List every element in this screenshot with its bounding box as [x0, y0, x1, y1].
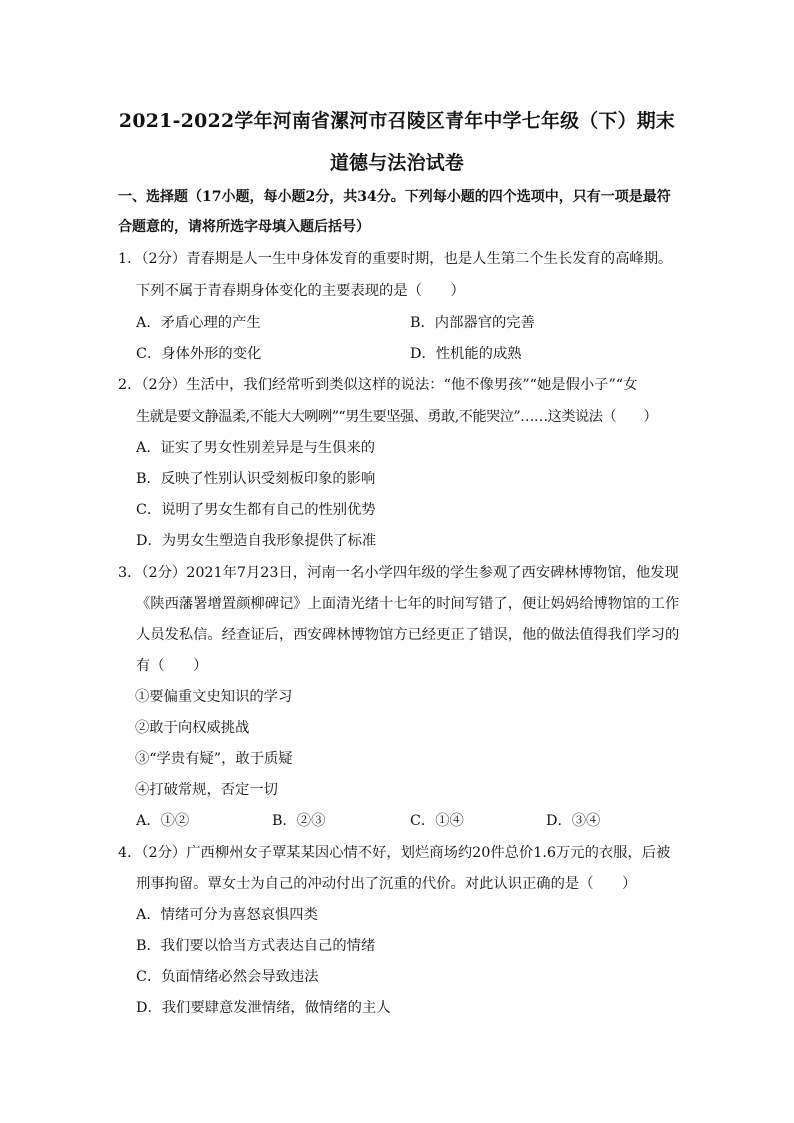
q3-stem-line2: 《陕西藩署增置颜柳碑记》上面清光绪十七年的时间写错了，便让妈妈给博物馆的工作: [136, 596, 680, 612]
q4-option-a[interactable]: A．情绪可分为喜怒哀惧四类: [136, 907, 318, 923]
q4-option-c[interactable]: C．负面情绪必然会导致违法: [136, 969, 319, 985]
q4-stem-line2: 刑事拘留。覃女士为自己的冲动付出了沉重的代价。对此认识正确的是（ ）: [136, 876, 637, 892]
q3-option-d[interactable]: D．③④: [546, 813, 601, 829]
q3-statement-4: ④打破常规，否定一切: [135, 782, 278, 798]
q3-stem-line4: 有（ ）: [136, 658, 208, 674]
q3-statement-2: ②敢于向权威挑战: [135, 720, 250, 736]
q2-option-b[interactable]: B．反映了性别认识受刻板印象的影响: [136, 471, 376, 487]
exam-title-line2: 道德与法治试卷: [329, 152, 465, 174]
q1-stem-line2: 下列不属于青春期身体变化的主要表现的是（ ）: [136, 283, 465, 299]
section-heading-line2: 合题意的，请将所选字母填入题后括号）: [118, 219, 370, 235]
q1-option-c[interactable]: C．身体外形的变化: [136, 346, 262, 362]
q4-option-d[interactable]: D．我们要肆意发泄情绪，做情绪的主人: [136, 1000, 391, 1016]
q3-option-c[interactable]: C．①④: [410, 813, 464, 829]
q2-option-c[interactable]: C．说明了男女生都有自己的性别优势: [136, 502, 376, 518]
exam-title-line1: 2021-2022学年河南省漯河市召陵区青年中学七年级（下）期末: [118, 110, 676, 132]
q3-option-b[interactable]: B．②③: [272, 813, 326, 829]
q4-stem-line1: 4．（2分）广西柳州女子覃某某因心情不好，划烂商场约20件总价1.6万元的衣服，后被: [118, 845, 671, 861]
q2-option-d[interactable]: D．为男女生塑造自我形象提供了标准: [136, 533, 377, 549]
q2-stem-line1: 2．（2分）生活中，我们经常听到类似这样的说法：“他不像男孩”“她是假小子”“女: [118, 377, 638, 393]
section-heading-line1: 一、选择题（17小题，每小题2分，共34分。下列每小题的四个选项中，只有一项是最符: [118, 189, 671, 205]
q3-statement-3: ③“学贵有疑”，敢于质疑: [135, 751, 293, 767]
q1-stem-line1: 1．（2分）青春期是人一生中身体发育的重要时期，也是人生第二个生长发育的高峰期。: [118, 251, 673, 267]
q1-option-b[interactable]: B．内部器官的完善: [410, 315, 535, 331]
q2-option-a[interactable]: A．证实了男女性别差异是与生俱来的: [136, 440, 376, 456]
q1-option-a[interactable]: A．矛盾心理的产生: [136, 315, 261, 331]
q2-stem-line2: 生就是要文静温柔,不能大大咧咧”“男生要坚强、勇敢,不能哭泣”……这类说法（ ）: [136, 409, 658, 425]
q3-stem-line3: 人员发私信。经查证后，西安碑林博物馆方已经更正了错误，他的做法值得我们学习的: [136, 627, 680, 643]
q3-option-a[interactable]: A．①②: [136, 813, 190, 829]
q1-option-d[interactable]: D．性机能的成熟: [410, 346, 522, 362]
q4-option-b[interactable]: B．我们要以恰当方式表达自己的情绪: [136, 938, 376, 954]
q3-statement-1: ①要偏重文史知识的学习: [135, 689, 293, 705]
q3-stem-line1: 3．（2分）2021年7月23日，河南一名小学四年级的学生参观了西安碑林博物馆，他发现: [118, 565, 679, 581]
